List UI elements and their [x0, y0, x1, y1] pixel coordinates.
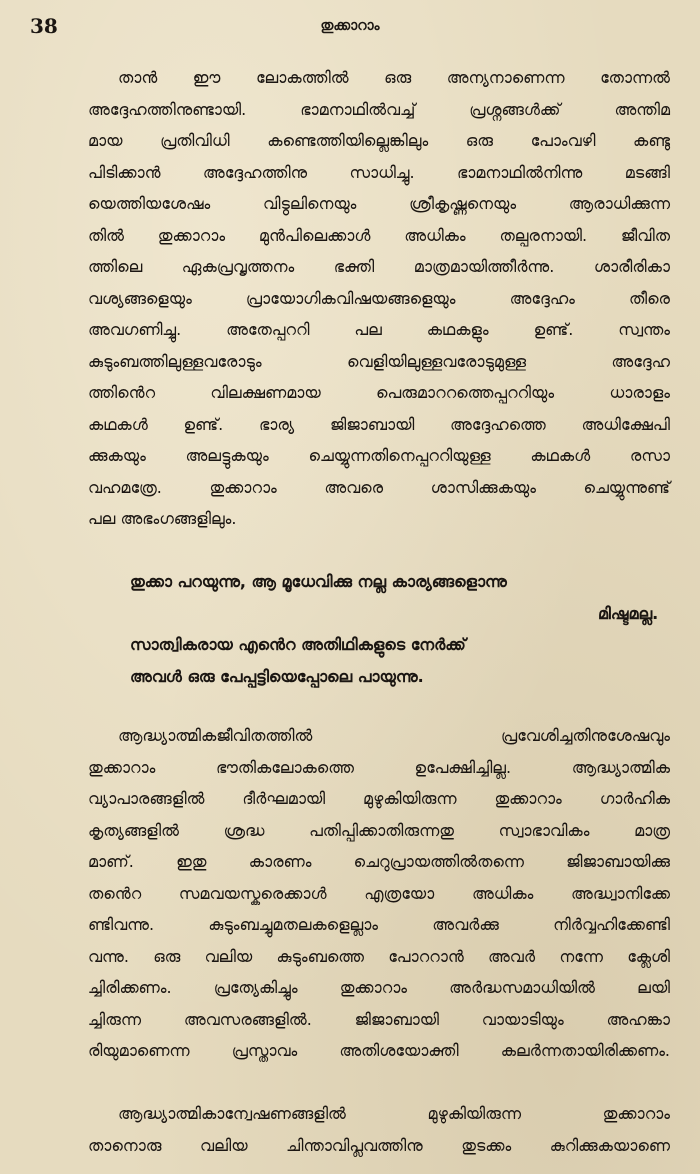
text-line: ത്തിൻെറ വിലക്ഷണമായ പെരുമാററത്തെപ്പററിയും ധാരാളം	[88, 383, 670, 402]
text-line: കഥകൾ ഉണ്ട്. ഭാര്യ ജിജാബായി അദ്ദേഹത്തെ അധിക്ഷേപി	[88, 414, 670, 434]
text-line: കുടുംബത്തിലുള്ളവരോടും വെളിയിലുള്ളവരോടുമുള്ള അദ്ദേഹ	[88, 351, 670, 371]
text-line: വന്നു. ഒരു വലിയ കുടുംബത്തെ പോററാൻ അവർ നന്നേ ക്ലേശി	[88, 946, 670, 966]
text-line: ണ്ടിവന്നു. കുടുംബച്ചുമതലകളെല്ലാം അവർക്കു നിർവ്വഹിക്കേണ്ടി	[88, 915, 670, 934]
text-line: ആദ്ധ്യാത്മികാന്വേഷണങ്ങളിൽ മുഴുകിയിരുന്ന തുക്കാറാം	[118, 1104, 670, 1123]
page-header	[0, 14, 700, 44]
verse-quote	[0, 566, 700, 692]
text-line: തുക്കാറാം ഭൗതികലോകത്തെ ഉപേക്ഷിച്ചില്ല. ആദ്ധ്യാത്മിക	[88, 757, 670, 777]
text-line: ത്തിലെ ഏകപ്രവൃത്തനം ഭക്തി മാത്രമായിത്തീർന്നു. ശാരീരികാ	[88, 257, 670, 276]
running-title: തുക്കാറാം	[320, 18, 380, 34]
text-line: മാണ്. ഇതു കാരണം ചെറുപ്രായത്തിൽതന്നെ ജിജാബായിക്കു	[88, 852, 670, 871]
text-line: ക്കുകയും അലട്ടുകയും ചെയ്യുന്നതിനെപ്പററിയുള്ള കഥകൾ രസാ	[88, 446, 670, 465]
text-line: ആദ്ധ്യാത്മികജീവിതത്തിൽ പ്രവേശിച്ചതിനുശേഷവും	[118, 726, 670, 745]
verse-line: മിഷ്ടമല്ല.	[598, 603, 659, 623]
paragraph-2	[0, 720, 700, 1067]
text-line: മായ പ്രതിവിധി കണ്ടെത്തിയില്ലെങ്കിലും ഒരു പോംവഴി കണ്ടു	[88, 131, 670, 150]
text-line: യെത്തിയശേഷം വിട്ഠലിനെയും ശ്രീകൃഷ്ണനെയും ആരാധിക്കുന്ന	[88, 194, 670, 213]
text-line: താനൊരു വലിയ ചിന്താവിപ്ലവത്തിനു തുടക്കം കുറിക്കുകയാണെ	[88, 1135, 670, 1155]
text-line: ച്ചിരിക്കണം. പ്രത്യേകിച്ചും തുക്കാറാം അർദ്ധസമാധിയിൽ ലയി	[88, 978, 670, 997]
text-line: രിയുമാണെന്ന പ്രസ്താവം അതിശയോക്തി കലർന്നതായിരിക്കണം.	[88, 1041, 670, 1060]
text-line: താൻ ഈ ലോകത്തിൽ ഒരു അന്യനാണെന്ന തോന്നൽ	[118, 68, 670, 87]
text-line: ച്ചിരുന്ന അവസരങ്ങളിൽ. ജിജാബായി വായാടിയും അഹങ്കാ	[88, 1009, 670, 1029]
paragraph-1	[0, 62, 700, 535]
page-number: 38	[30, 14, 58, 38]
verse-line: സാത്വികരായ എൻെറ അതിഥികളുടെ നേർക്ക്	[130, 635, 466, 654]
text-line: വ്യാപാരങ്ങളിൽ ദീർഘമായി മുഴുകിയിരുന്ന തുക്കാറാം ഗാർഹിക	[88, 789, 670, 808]
verse-line: അവൾ ഒരു പേപ്പട്ടിയെപ്പോലെ പായുന്നു.	[130, 666, 424, 686]
text-line: പിടിക്കാൻ അദ്ദേഹത്തിനു സാധിച്ചു. ഭാമനാഥിൽനിന്നു മടങ്ങി	[88, 162, 670, 182]
verse-line: തുക്കാ പറയുന്നു, ആ മൂധേവിക്കു നല്ല കാര്യങ്ങളൊന്നു	[130, 572, 507, 591]
text-line: വശ്യങ്ങളെയും പ്രായോഗികവിഷയങ്ങളെയും അദ്ദേഹം തീരെ	[88, 288, 670, 308]
text-line: വഹമത്രേ. തുക്കാറാം അവരെ ശാസിക്കുകയും ചെയ്യുന്നുണ്ട്	[88, 477, 670, 497]
text-line: അദ്ദേഹത്തിനുണ്ടായി. ഭാമനാഥിൽവച്ച് പ്രശ്നങ്ങൾക്ക് അന്തിമ	[88, 99, 670, 119]
text-line: പല അഭംഗങ്ങളിലും.	[88, 509, 237, 528]
text-line: കൃത്യങ്ങളിൽ ശ്രദ്ധ പതിപ്പിക്കാതിരുന്നതു സ്വാഭാവികം മാത്ര	[88, 820, 670, 840]
paragraph-3	[0, 1098, 700, 1161]
text-line: അവഗണിച്ചു. അതേപ്പററി പല കഥകളും ഉണ്ട്. സ്വന്തം	[88, 320, 670, 339]
text-line: തിൽ തുക്കാറാം മുൻപിലെക്കാൾ അധികം തല്പരനായി. ജീവിത	[88, 225, 670, 245]
text-line: തൻെറ സമവയസ്കരെക്കാൾ എത്രയോ അധികം അദ്ധ്വാനിക്കേ	[88, 883, 670, 903]
